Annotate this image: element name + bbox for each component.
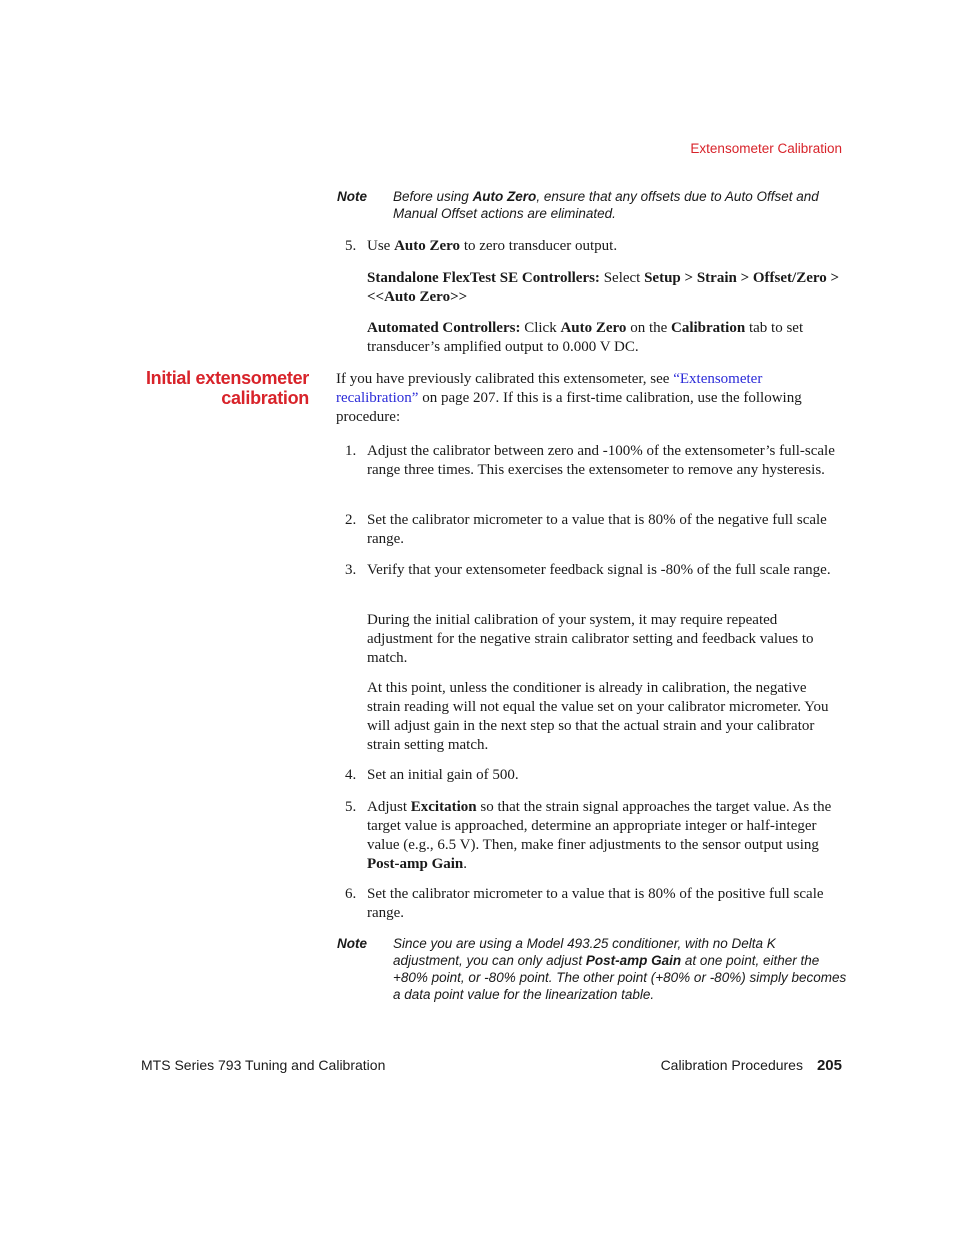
- note-label: Note: [337, 936, 367, 951]
- step-text: to zero transducer output.: [460, 238, 618, 254]
- note-bold-term: Post-amp Gain: [585, 953, 682, 968]
- step-6: [345, 885, 845, 923]
- para-text: Select: [599, 270, 645, 286]
- bold-term: Automated Controllers:: [367, 320, 521, 336]
- step-bold-term: Auto Zero: [394, 238, 461, 254]
- note-auto-zero: [337, 188, 847, 222]
- running-head: Extensometer Calibration: [690, 141, 842, 156]
- step-1: [345, 442, 845, 480]
- menu-path: Setup > Strain > Offset/Zero > <<Auto Zero>>: [367, 270, 840, 305]
- footer-title: MTS Series 793 Tuning and Calibration: [141, 1057, 386, 1073]
- automated-controllers-para: [367, 319, 845, 357]
- section-heading: [100, 368, 309, 408]
- step-text: Adjust the calibrator between zero and -100% of the extensometer’s full-scale range three times. This exercises the extensometer to remove any hysteresis.: [367, 443, 835, 478]
- step-number: 1.: [345, 443, 357, 459]
- at-this-point-para: At this point, unless the conditioner is already in calibration, the negative strain reading will not equal the value set on your calibrator micrometer. You will adjust gain in the next step so that the actual strain and your calibrator strain setting match.: [367, 680, 829, 753]
- para-text: If you have previously calibrated this extensometer, see: [336, 371, 674, 387]
- para-text: on the: [626, 320, 672, 336]
- note-text: Since you are using a Model 493.25 conditioner, with no Delta K adjustment, you can only adjust: [393, 936, 776, 968]
- during-calibration-para: During the initial calibration of your system, it may require repeated adjustment for the negative strain calibrator setting and feedback values to match.: [367, 612, 814, 666]
- page-number: 205: [816, 1057, 842, 1074]
- para-text: on page 207. If this is a first-time calibration, use the following procedure:: [336, 390, 802, 425]
- step-number: 3.: [345, 562, 357, 578]
- para-text: Click: [520, 320, 561, 336]
- step-text: Use: [367, 238, 395, 254]
- step-3: [345, 561, 845, 580]
- section-heading-line: Initial extensometer: [145, 368, 309, 388]
- step-text: Set the calibrator micrometer to a value that is 80% of the negative full scale range.: [367, 512, 827, 547]
- step-text: Set an initial gain of 500.: [367, 767, 519, 783]
- section-heading-line: calibration: [221, 388, 309, 408]
- step-text: Adjust: [367, 799, 411, 815]
- step-text: Verify that your extensometer feedback signal is -80% of the full scale range.: [367, 562, 831, 578]
- step-text: so that the strain signal approaches the target value. As the target value is approached, determine an appropriate integer or half-integer value (e.g., 6.5 V). Then, make finer adjustments to the sensor output using: [367, 799, 832, 853]
- step-2: [345, 511, 845, 549]
- bold-term: Standalone FlexTest SE Controllers:: [367, 270, 600, 286]
- footer-section: [661, 1057, 842, 1074]
- cross-reference-link[interactable]: “Extensometer recalibration”: [336, 371, 763, 406]
- step-5-excitation: [345, 798, 845, 874]
- step-number: 5.: [345, 799, 357, 815]
- note-bold-term: Auto Zero: [472, 189, 537, 204]
- note-text: Before using: [393, 189, 473, 204]
- bold-term: Auto Zero: [560, 320, 627, 336]
- step-number: 6.: [345, 886, 357, 902]
- note-post-amp-gain: [337, 935, 847, 1003]
- step-bold-term: Post-amp Gain: [367, 856, 464, 872]
- note-text: at one point, either the +80% point, or -80% point. The other point (+80% or -80%) simply becomes a data point value for the linearization table.: [393, 953, 847, 1002]
- note-text: , ensure that any offsets due to Auto Offset and Manual Offset actions are eliminated.: [393, 189, 819, 221]
- intro-para: [336, 370, 826, 427]
- step-number: 2.: [345, 512, 357, 528]
- step-number: 5.: [345, 238, 357, 254]
- step-4: [345, 766, 845, 785]
- note-label: Note: [337, 189, 367, 204]
- footer-section-name: Calibration Procedures: [660, 1057, 803, 1073]
- step-text: Set the calibrator micrometer to a value that is 80% of the positive full scale range.: [367, 886, 824, 921]
- step-bold-term: Excitation: [410, 799, 477, 815]
- standalone-controllers-para: [367, 269, 845, 307]
- para-text: tab to set transducer’s amplified output to 0.000 V DC.: [367, 320, 804, 355]
- step-number: 4.: [345, 767, 357, 783]
- bold-term: Calibration: [671, 320, 746, 336]
- step-5-auto-zero: [345, 237, 845, 256]
- step-text: .: [463, 856, 468, 872]
